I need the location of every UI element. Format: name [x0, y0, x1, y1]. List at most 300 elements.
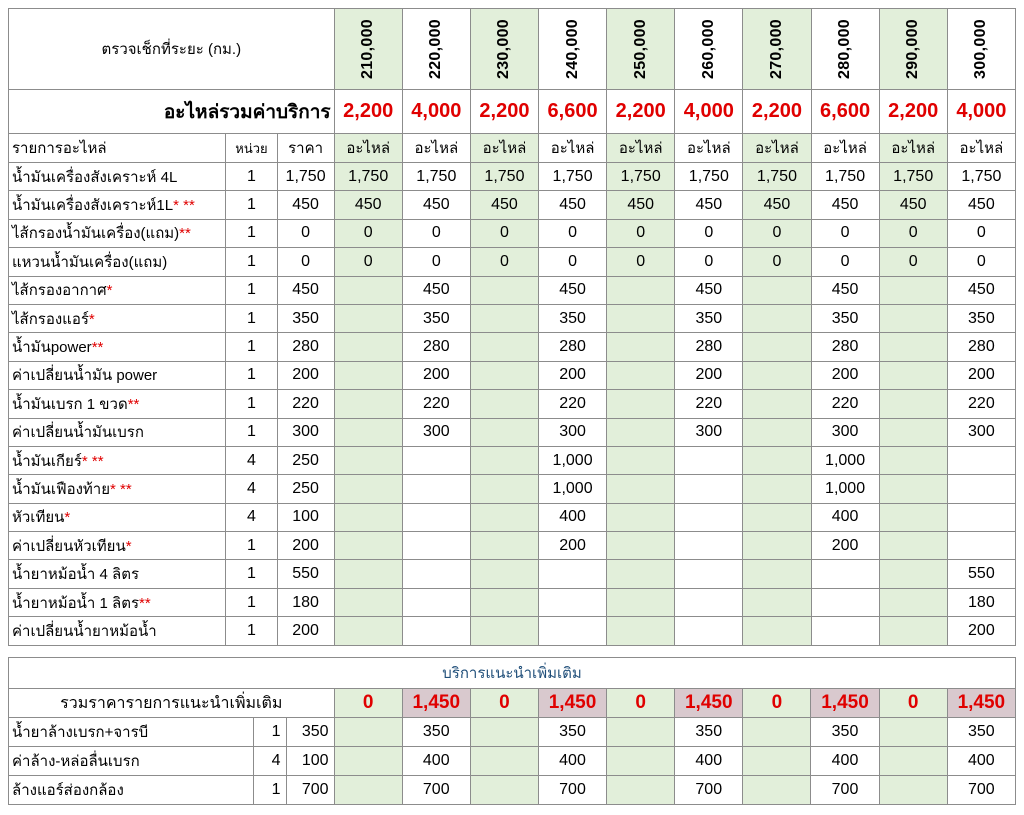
- table-row: [9, 390, 1016, 418]
- extra-item-unit: 4: [254, 747, 286, 776]
- part-value-cell: [539, 588, 607, 616]
- part-value-cell: [334, 304, 402, 332]
- part-value-cell: 1,750: [743, 163, 811, 191]
- item-mark: **: [139, 594, 151, 612]
- part-value-cell: 1,750: [811, 163, 879, 191]
- part-value-cell: 350: [539, 304, 607, 332]
- part-value-cell: 280: [402, 333, 470, 361]
- extra-section-title: บริการแนะนำเพิ่มเติม: [9, 658, 1016, 689]
- part-value-cell: [539, 617, 607, 645]
- interval-label: 230,000: [495, 19, 513, 79]
- part-value-cell: [675, 560, 743, 588]
- item-name: น้ำมันเฟืองท้าย: [12, 480, 110, 498]
- part-value-cell: [607, 304, 675, 332]
- interval-label: 250,000: [631, 19, 649, 79]
- part-value-cell: [402, 560, 470, 588]
- part-value-cell: 450: [811, 191, 879, 219]
- part-value-cell: 280: [947, 333, 1015, 361]
- interval-label: 210,000: [359, 19, 377, 79]
- extra-sum-value: 1,450: [538, 689, 606, 718]
- extra-value-cell: [607, 776, 675, 805]
- item-unit: 4: [226, 503, 277, 531]
- part-value-cell: [879, 304, 947, 332]
- part-value-cell: 0: [402, 248, 470, 276]
- part-value-cell: 450: [402, 191, 470, 219]
- part-value-cell: [470, 333, 538, 361]
- part-value-cell: [743, 588, 811, 616]
- extra-value-cell: [334, 747, 402, 776]
- part-value-cell: [334, 276, 402, 304]
- interval-label: 220,000: [427, 19, 445, 79]
- part-value-cell: [470, 276, 538, 304]
- interval-cell: [402, 9, 470, 90]
- part-value-cell: 400: [811, 503, 879, 531]
- extra-value-cell: [743, 718, 811, 747]
- item-price: 0: [277, 219, 334, 247]
- item-unit: 1: [226, 333, 277, 361]
- part-value-cell: 280: [539, 333, 607, 361]
- part-value-cell: 300: [947, 418, 1015, 446]
- item-price: 450: [277, 276, 334, 304]
- part-value-cell: 220: [539, 390, 607, 418]
- part-value-cell: [879, 532, 947, 560]
- part-value-cell: [470, 304, 538, 332]
- part-value-cell: [743, 560, 811, 588]
- extra-sum-value: 0: [607, 689, 675, 718]
- item-name-cell: [9, 560, 226, 588]
- part-value-cell: 220: [675, 390, 743, 418]
- part-value-cell: 0: [470, 219, 538, 247]
- part-value-cell: 0: [607, 219, 675, 247]
- part-value-cell: [470, 503, 538, 531]
- item-name: น้ำมันเบรก 1 ขวด: [12, 395, 128, 413]
- table-row: [9, 418, 1016, 446]
- item-name-cell: [9, 219, 226, 247]
- item-mark: * **: [81, 452, 104, 470]
- item-mark: *: [64, 509, 71, 527]
- table-row: [9, 361, 1016, 389]
- table-row: [9, 333, 1016, 361]
- item-price: 350: [277, 304, 334, 332]
- interval-label: 290,000: [904, 19, 922, 79]
- part-value-cell: [402, 588, 470, 616]
- item-price: 550: [277, 560, 334, 588]
- part-value-cell: 180: [947, 588, 1015, 616]
- part-value-cell: 200: [947, 617, 1015, 645]
- part-value-cell: [743, 532, 811, 560]
- part-value-cell: 200: [402, 361, 470, 389]
- part-value-cell: [334, 446, 402, 474]
- part-value-cell: [947, 475, 1015, 503]
- part-value-cell: 450: [811, 276, 879, 304]
- item-name-cell: [9, 475, 226, 503]
- part-value-cell: 1,750: [334, 163, 402, 191]
- part-value-cell: [675, 532, 743, 560]
- item-name: ไส้กรองแอร์: [12, 310, 89, 328]
- maintenance-schedule-table: [8, 8, 1016, 646]
- part-value-cell: [811, 560, 879, 588]
- extra-value-cell: 400: [947, 747, 1015, 776]
- extra-value-cell: [470, 747, 538, 776]
- part-value-cell: [607, 361, 675, 389]
- part-value-cell: [743, 361, 811, 389]
- part-value-cell: [539, 560, 607, 588]
- extra-value-cell: [743, 747, 811, 776]
- item-price: 250: [277, 475, 334, 503]
- part-value-cell: [879, 446, 947, 474]
- column-header-row: [9, 134, 1016, 163]
- item-name-cell: [9, 588, 226, 616]
- part-value-cell: 1,750: [470, 163, 538, 191]
- item-mark: **: [127, 395, 140, 413]
- part-value-cell: 0: [539, 219, 607, 247]
- interval-cell: [743, 9, 811, 90]
- part-value-cell: [743, 503, 811, 531]
- extra-value-cell: [334, 718, 402, 747]
- part-value-cell: [947, 446, 1015, 474]
- part-value-cell: 1,000: [539, 475, 607, 503]
- unit-column-header: หน่วย: [226, 134, 277, 163]
- item-mark: *: [106, 282, 113, 300]
- part-column-header: อะไหล่: [675, 134, 743, 163]
- item-mark: **: [91, 339, 104, 357]
- part-value-cell: 1,750: [879, 163, 947, 191]
- part-value-cell: 400: [539, 503, 607, 531]
- table-row: [9, 475, 1016, 503]
- extra-item-unit: 1: [254, 776, 286, 805]
- item-name-cell: [9, 304, 226, 332]
- part-value-cell: [879, 560, 947, 588]
- extra-services-table: [8, 657, 1016, 805]
- extra-sum-value: 0: [879, 689, 947, 718]
- part-value-cell: [879, 333, 947, 361]
- part-value-cell: 200: [811, 532, 879, 560]
- part-column-header: อะไหล่: [334, 134, 402, 163]
- part-column-header: อะไหล่: [879, 134, 947, 163]
- part-value-cell: [334, 588, 402, 616]
- part-value-cell: [607, 560, 675, 588]
- part-value-cell: 1,000: [811, 475, 879, 503]
- part-value-cell: [675, 475, 743, 503]
- extra-value-cell: [743, 776, 811, 805]
- interval-cell: [334, 9, 402, 90]
- part-value-cell: 220: [402, 390, 470, 418]
- part-value-cell: 0: [539, 248, 607, 276]
- item-price: 200: [277, 617, 334, 645]
- interval-cell: [607, 9, 675, 90]
- part-value-cell: 450: [334, 191, 402, 219]
- part-value-cell: 0: [675, 219, 743, 247]
- part-value-cell: 1,750: [402, 163, 470, 191]
- part-column-header: อะไหล่: [811, 134, 879, 163]
- item-name-cell: [9, 191, 226, 219]
- extra-sum-caption: รวมราคารายการแนะนำเพิ่มเติม: [9, 689, 335, 718]
- part-value-cell: 450: [743, 191, 811, 219]
- extra-value-cell: [607, 718, 675, 747]
- part-value-cell: [879, 418, 947, 446]
- item-unit: 1: [226, 191, 277, 219]
- item-price: 280: [277, 333, 334, 361]
- item-mark: *: [88, 310, 95, 328]
- item-mark: *: [125, 537, 132, 555]
- part-value-cell: [334, 475, 402, 503]
- table-row: [9, 532, 1016, 560]
- part-value-cell: [334, 418, 402, 446]
- part-value-cell: [675, 588, 743, 616]
- table-row: [9, 503, 1016, 531]
- extra-sum-value: 1,450: [675, 689, 743, 718]
- part-value-cell: [334, 617, 402, 645]
- part-value-cell: [470, 418, 538, 446]
- item-name-cell: [9, 333, 226, 361]
- part-value-cell: 350: [947, 304, 1015, 332]
- part-value-cell: 1,000: [539, 446, 607, 474]
- part-value-cell: [607, 475, 675, 503]
- part-value-cell: [879, 361, 947, 389]
- item-unit: 1: [226, 560, 277, 588]
- item-price: 300: [277, 418, 334, 446]
- interval-cell: [811, 9, 879, 90]
- part-value-cell: 0: [334, 248, 402, 276]
- part-value-cell: 0: [879, 248, 947, 276]
- item-name-cell: [9, 163, 226, 191]
- part-value-cell: [334, 390, 402, 418]
- part-value-cell: [607, 276, 675, 304]
- parts-total-value: 2,200: [470, 90, 538, 134]
- item-name: น้ำมันเกียร์: [12, 452, 82, 470]
- part-value-cell: 450: [879, 191, 947, 219]
- part-value-cell: [402, 475, 470, 503]
- part-value-cell: [879, 475, 947, 503]
- part-value-cell: 1,750: [607, 163, 675, 191]
- part-value-cell: 300: [811, 418, 879, 446]
- part-value-cell: [607, 418, 675, 446]
- part-value-cell: 1,750: [539, 163, 607, 191]
- item-unit: 1: [226, 248, 277, 276]
- part-value-cell: [470, 532, 538, 560]
- part-column-header: อะไหล่: [402, 134, 470, 163]
- part-value-cell: [334, 503, 402, 531]
- part-value-cell: 450: [675, 191, 743, 219]
- item-unit: 1: [226, 276, 277, 304]
- item-price: 450: [277, 191, 334, 219]
- part-value-cell: 1,750: [947, 163, 1015, 191]
- item-name: ค่าเปลี่ยนน้ำมันเบรก: [12, 424, 144, 442]
- part-value-cell: 200: [811, 361, 879, 389]
- table-row: [9, 219, 1016, 247]
- item-unit: 1: [226, 390, 277, 418]
- item-mark: **: [179, 225, 191, 243]
- item-name: หัวเทียน: [12, 509, 65, 527]
- part-value-cell: 0: [947, 219, 1015, 247]
- item-name-cell: [9, 446, 226, 474]
- item-unit: 4: [226, 446, 277, 474]
- item-name-cell: [9, 617, 226, 645]
- item-unit: 4: [226, 475, 277, 503]
- part-value-cell: 0: [334, 219, 402, 247]
- part-value-cell: [879, 617, 947, 645]
- extra-value-cell: 350: [947, 718, 1015, 747]
- part-value-cell: [334, 532, 402, 560]
- part-value-cell: [402, 532, 470, 560]
- extra-value-cell: 400: [811, 747, 879, 776]
- part-value-cell: [470, 361, 538, 389]
- part-value-cell: 300: [675, 418, 743, 446]
- part-value-cell: 280: [675, 333, 743, 361]
- extra-item-price: 700: [286, 776, 334, 805]
- extra-section-title-row: [9, 658, 1016, 689]
- item-name: ค่าเปลี่ยนน้ำยาหม้อน้ำ: [12, 622, 157, 640]
- part-value-cell: [334, 560, 402, 588]
- extra-sum-value: 1,450: [811, 689, 879, 718]
- part-value-cell: [607, 588, 675, 616]
- extra-value-cell: [607, 747, 675, 776]
- interval-label: 280,000: [836, 19, 854, 79]
- interval-caption: ตรวจเช็กที่ระยะ (กม.): [9, 9, 335, 90]
- parts-total-value: 2,200: [743, 90, 811, 134]
- part-value-cell: 450: [539, 276, 607, 304]
- part-value-cell: [470, 588, 538, 616]
- part-value-cell: [947, 503, 1015, 531]
- part-value-cell: 450: [675, 276, 743, 304]
- interval-cell: [947, 9, 1015, 90]
- parts-total-value: 6,600: [811, 90, 879, 134]
- part-value-cell: [879, 588, 947, 616]
- part-value-cell: 0: [402, 219, 470, 247]
- extra-value-cell: 350: [538, 718, 606, 747]
- extra-sum-value: 0: [334, 689, 402, 718]
- part-value-cell: [879, 276, 947, 304]
- interval-cell: [470, 9, 538, 90]
- part-value-cell: 450: [607, 191, 675, 219]
- part-column-header: อะไหล่: [470, 134, 538, 163]
- item-name-cell: [9, 418, 226, 446]
- part-value-cell: [675, 503, 743, 531]
- table-row: [9, 588, 1016, 616]
- part-value-cell: 300: [402, 418, 470, 446]
- item-price: 100: [277, 503, 334, 531]
- item-name: น้ำมันเครื่องสังเคราะห์ 4L: [12, 168, 178, 186]
- part-value-cell: 350: [402, 304, 470, 332]
- part-value-cell: [743, 390, 811, 418]
- item-name-cell: [9, 361, 226, 389]
- extra-item-name: ค่าล้าง-หล่อลื่นเบรก: [9, 747, 254, 776]
- part-value-cell: 200: [539, 361, 607, 389]
- part-value-cell: 1,000: [811, 446, 879, 474]
- extra-value-cell: 350: [811, 718, 879, 747]
- part-value-cell: [402, 446, 470, 474]
- part-value-cell: 0: [470, 248, 538, 276]
- interval-cell: [675, 9, 743, 90]
- table-row: [9, 718, 1016, 747]
- part-value-cell: 350: [675, 304, 743, 332]
- item-name: ค่าเปลี่ยนน้ำมัน power: [12, 367, 158, 385]
- item-name: น้ำมันเครื่องสังเคราะห์1L: [12, 197, 174, 215]
- item-price: 1,750: [277, 163, 334, 191]
- extra-value-cell: 350: [402, 718, 470, 747]
- part-value-cell: [811, 588, 879, 616]
- extra-value-cell: [879, 718, 947, 747]
- part-value-cell: 450: [947, 191, 1015, 219]
- parts-total-value: 4,000: [402, 90, 470, 134]
- item-unit: 1: [226, 304, 277, 332]
- item-unit: 1: [226, 532, 277, 560]
- table-row: [9, 747, 1016, 776]
- part-value-cell: [811, 617, 879, 645]
- item-name-cell: [9, 276, 226, 304]
- part-value-cell: [743, 617, 811, 645]
- item-price: 200: [277, 361, 334, 389]
- part-value-cell: 550: [947, 560, 1015, 588]
- part-value-cell: [743, 418, 811, 446]
- part-value-cell: [470, 475, 538, 503]
- part-value-cell: 280: [811, 333, 879, 361]
- extra-sum-value: 1,450: [947, 689, 1015, 718]
- part-value-cell: [470, 390, 538, 418]
- part-value-cell: [947, 532, 1015, 560]
- extra-value-cell: 700: [675, 776, 743, 805]
- interval-label: 270,000: [767, 19, 785, 79]
- extra-value-cell: 700: [538, 776, 606, 805]
- extra-value-cell: [879, 776, 947, 805]
- parts-total-caption: อะไหล่รวมค่าบริการ: [9, 90, 335, 134]
- part-value-cell: 200: [539, 532, 607, 560]
- item-name: น้ำมันpower: [12, 339, 92, 357]
- part-value-cell: 450: [539, 191, 607, 219]
- part-value-cell: 220: [811, 390, 879, 418]
- item-name-cell: [9, 532, 226, 560]
- item-name: น้ำยาหม้อน้ำ 1 ลิตร: [12, 594, 140, 612]
- price-column-header: ราคา: [277, 134, 334, 163]
- parts-total-value: 2,200: [607, 90, 675, 134]
- parts-total-value: 6,600: [539, 90, 607, 134]
- table-row: [9, 191, 1016, 219]
- item-price: 220: [277, 390, 334, 418]
- extra-sum-value: 0: [470, 689, 538, 718]
- table-row: [9, 304, 1016, 332]
- table-row: [9, 560, 1016, 588]
- part-value-cell: [402, 617, 470, 645]
- part-value-cell: 200: [947, 361, 1015, 389]
- interval-label: 300,000: [972, 19, 990, 79]
- item-unit: 1: [226, 219, 277, 247]
- item-unit: 1: [226, 418, 277, 446]
- table-row: [9, 776, 1016, 805]
- table-row: [9, 617, 1016, 645]
- extra-value-cell: [879, 747, 947, 776]
- part-value-cell: 0: [743, 219, 811, 247]
- part-value-cell: [879, 390, 947, 418]
- item-name: น้ำยาหม้อน้ำ 4 ลิตร: [12, 566, 140, 584]
- item-unit: 1: [226, 361, 277, 389]
- item-name: ไส้กรองอากาศ: [12, 282, 107, 300]
- part-value-cell: [607, 390, 675, 418]
- extra-value-cell: 700: [811, 776, 879, 805]
- part-value-cell: 0: [675, 248, 743, 276]
- parts-total-value: 2,200: [334, 90, 402, 134]
- table-row: [9, 163, 1016, 191]
- part-value-cell: [470, 446, 538, 474]
- extra-item-unit: 1: [254, 718, 286, 747]
- parts-total-value: 2,200: [879, 90, 947, 134]
- part-value-cell: 450: [470, 191, 538, 219]
- part-value-cell: 450: [947, 276, 1015, 304]
- item-name-cell: [9, 503, 226, 531]
- part-column-header: อะไหล่: [743, 134, 811, 163]
- part-value-cell: 0: [811, 248, 879, 276]
- part-value-cell: [607, 532, 675, 560]
- item-unit: 1: [226, 163, 277, 191]
